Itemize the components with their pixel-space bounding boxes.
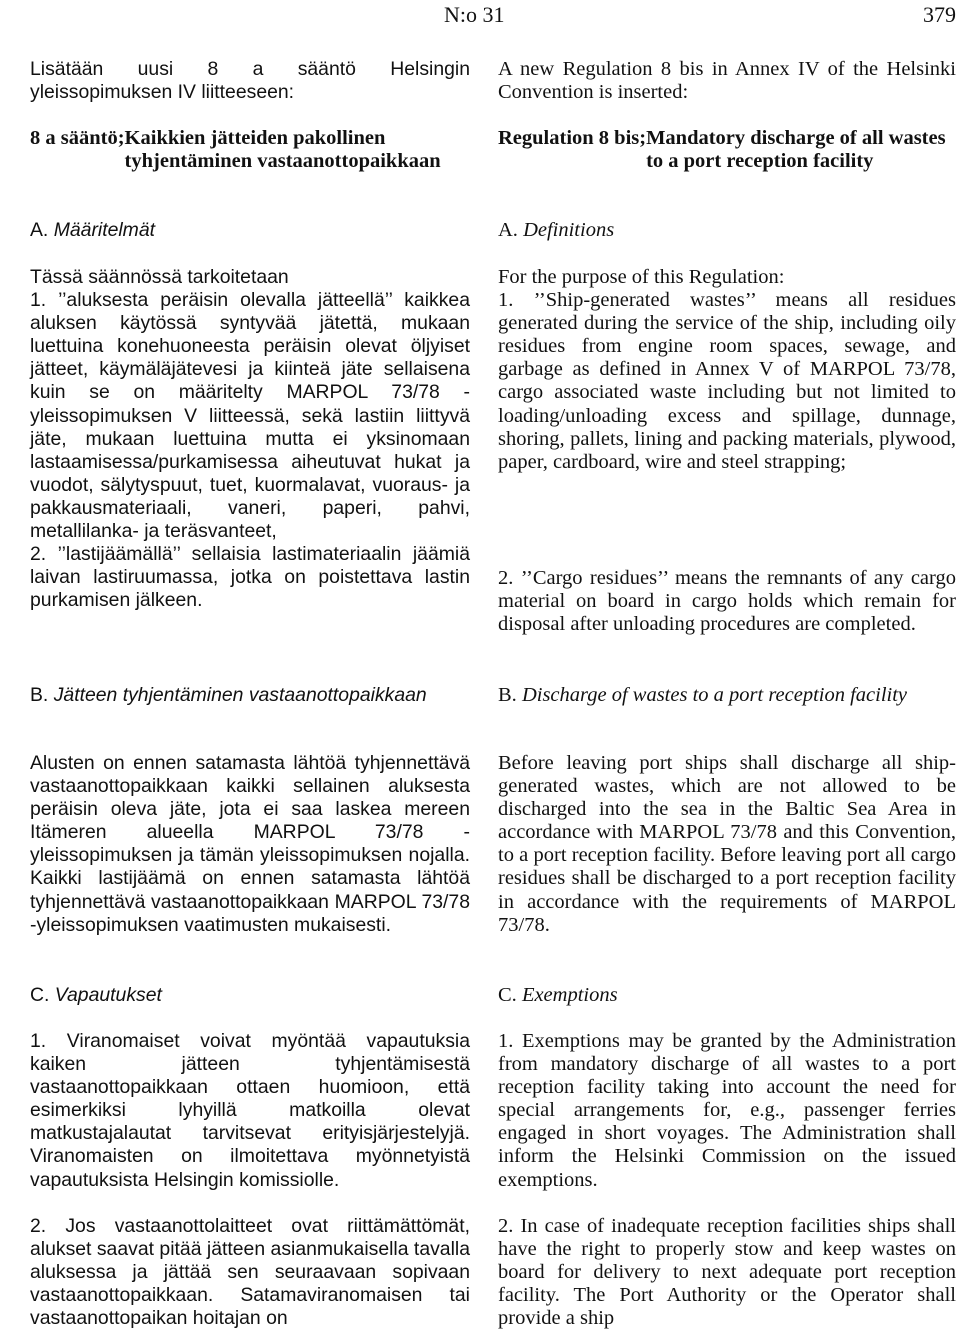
en-section-b-title: Discharge of wastes to a port reception facility [521, 684, 908, 706]
fi-section-a-prefix: A. [30, 219, 49, 241]
en-exemption-1: 1. Exemptions may be granted by the Administration from mandatory discharge of all wastes to a port reception facility taking into account the need for special arrangements for, e.g., passenger ferries engaged in short voyages. The Administration shall inform the Helsinki Commission on the issued exemptions. [498, 1030, 956, 1191]
en-intro: A new Regulation 8 bis in Annex IV of the Helsinki Convention is inserted: [498, 58, 956, 104]
fi-section-b-title: Jätteen tyhjentäminen vastaanottopaikkaan [53, 684, 427, 706]
fi-purpose: Tässä säännössä tarkoitetaan [30, 266, 289, 288]
fi-definition-1: 1. ’’aluksesta peräisin olevalla jätteellä’’ kaikkea aluksen käytössä syntyvää jätettä, mukaan luettuina konehuoneesta peräisin olevat öljyiset jätteet, käymäläjätevesi ja kiinteä jäte sellaisena kuin se on määritelty MARPOL 73/78 -yleissopimuksen V liitteessä, sekä lastiin liittyvä jäte, mukaan luettuina mutta ei yksinomaan lastaamisessa/purkamisessa aiheutuvat hukat ja vuodot, sälytyspuut, tuet, kuormalavat, vuoraus- ja pakkausmateriaali, vaneri, paperi, pahvi, metallilanka- ja teräsvanteet, [30, 289, 470, 543]
en-section-c-prefix: C. [498, 984, 517, 1006]
issue-number: N:o 31 [444, 2, 505, 27]
fi-section-b-heading [30, 684, 470, 707]
fi-section-b-text: Alusten on ennen satamasta lähtöä tyhjennettävä vastaanottopaikkaan kaikki sellainen aluksesta peräisin oleva jäte, jota ei saa laskea mereen Itämeren alueella MARPOL 73/78 -yleissopimuksen ja tämän yleissopimuksen nojalla. Kaikki lastijäämä on ennen satamasta lähtöä tyhjennettävä vastaanottopaikkaan MARPOL 73/78 -yleissopimuksen vaatimusten mukaisesti. [30, 752, 470, 936]
fi-section-c-prefix: C. [30, 984, 50, 1006]
fi-intro: Lisätään uusi 8 a sääntö Helsingin yleissopimuksen IV liitteeseen: [30, 58, 470, 104]
en-section-c-title: Exemptions [521, 984, 618, 1006]
en-section-b-text: Before leaving port ships shall discharge all ship-generated wastes, which are not allowed to be discharged into the sea in the Baltic Sea Area in accordance with MARPOL 73/78 and this Convention, to a port reception facility. Before leaving port all cargo residues shall be discharged to a port reception facility in accordance with the requirements of MARPOL 73/78. [498, 752, 956, 936]
fi-section-a-title: Määritelmät [53, 219, 156, 241]
en-section-a-prefix: A. [498, 219, 518, 241]
en-purpose: For the purpose of this Regulation: [498, 266, 785, 288]
en-section-a-title: Definitions [523, 219, 615, 241]
fi-section-a-heading [30, 219, 470, 242]
en-section-b-prefix: B. [498, 684, 517, 706]
fi-exemption-1: 1. Viranomaiset voivat myöntää vapautuksia kaiken jätteen tyhjentämisestä vastaanottopaikkaan ottaen huomioon, että esimerkiksi lyhyillä matkoilla olevat matkustajalautat tarvitsevat erityisjärjestelyjä. Viranomaisten on ilmoitettava myönnetyistä vapautuksista Helsingin komissiolle. [30, 1030, 470, 1191]
fi-regulation-title: Kaikkien jätteiden pakollinen tyhjentäminen vastaanottopaikkaan [124, 127, 441, 173]
fi-section-c-title: Vapautukset [54, 984, 162, 1006]
fi-regulation-heading [30, 127, 470, 173]
fi-section-c-heading [30, 984, 470, 1007]
en-definition-1: 1. ’’Ship-generated wastes’’ means all residues generated during the service of the ship, including oily residues from engine room spaces, sewage, and garbage as defined in Annex V of MARPOL 73/78, cargo associated waste including but not limited to loading/unloading excess and spillage, dunnage, shoring, pallets, lining and packing materials, plywood, paper, cardboard, wire and steel strapping; [498, 289, 956, 473]
fi-exemption-2: 2. Jos vastaanottolaitteet ovat riittämättömät, alukset saavat pitää jätteen asianmukaisella tavalla aluksessa ja jättää sen seuraavaan sopivaan vastaanottopaikkaan. Satamaviranomaisen tai vastaanottopaikan hoitajan on [30, 1215, 470, 1330]
page-header [0, 2, 960, 32]
en-exemption-2: 2. In case of inadequate reception facilities ships shall have the right to properly stow and keep wastes on board for delivery to next adequate port reception facility. The Port Authority or the Operator shall provide a ship [498, 1215, 956, 1330]
page-number: 379 [923, 2, 956, 27]
en-section-c-heading [498, 984, 956, 1007]
en-regulation-heading [498, 127, 956, 173]
fi-section-b-prefix: B. [30, 684, 49, 706]
fi-regulation-number: 8 a sääntö; [30, 127, 125, 149]
fi-definition-2: 2. ’’lastijäämällä’’ sellaisia lastimateriaalin jäämiä laivan lastiruumassa, jotka on poistettava lastin purkamisen jälkeen. [30, 543, 470, 612]
en-regulation-title: Mandatory discharge of all wastes to a port reception facility [646, 127, 946, 173]
en-definition-2: 2. ’’Cargo residues’’ means the remnants of any cargo material on board in cargo holds which remain for disposal after unloading procedures are completed. [498, 567, 956, 636]
en-section-a-heading [498, 219, 956, 242]
en-section-b-heading [498, 684, 956, 707]
en-regulation-number: Regulation 8 bis; [498, 127, 647, 149]
